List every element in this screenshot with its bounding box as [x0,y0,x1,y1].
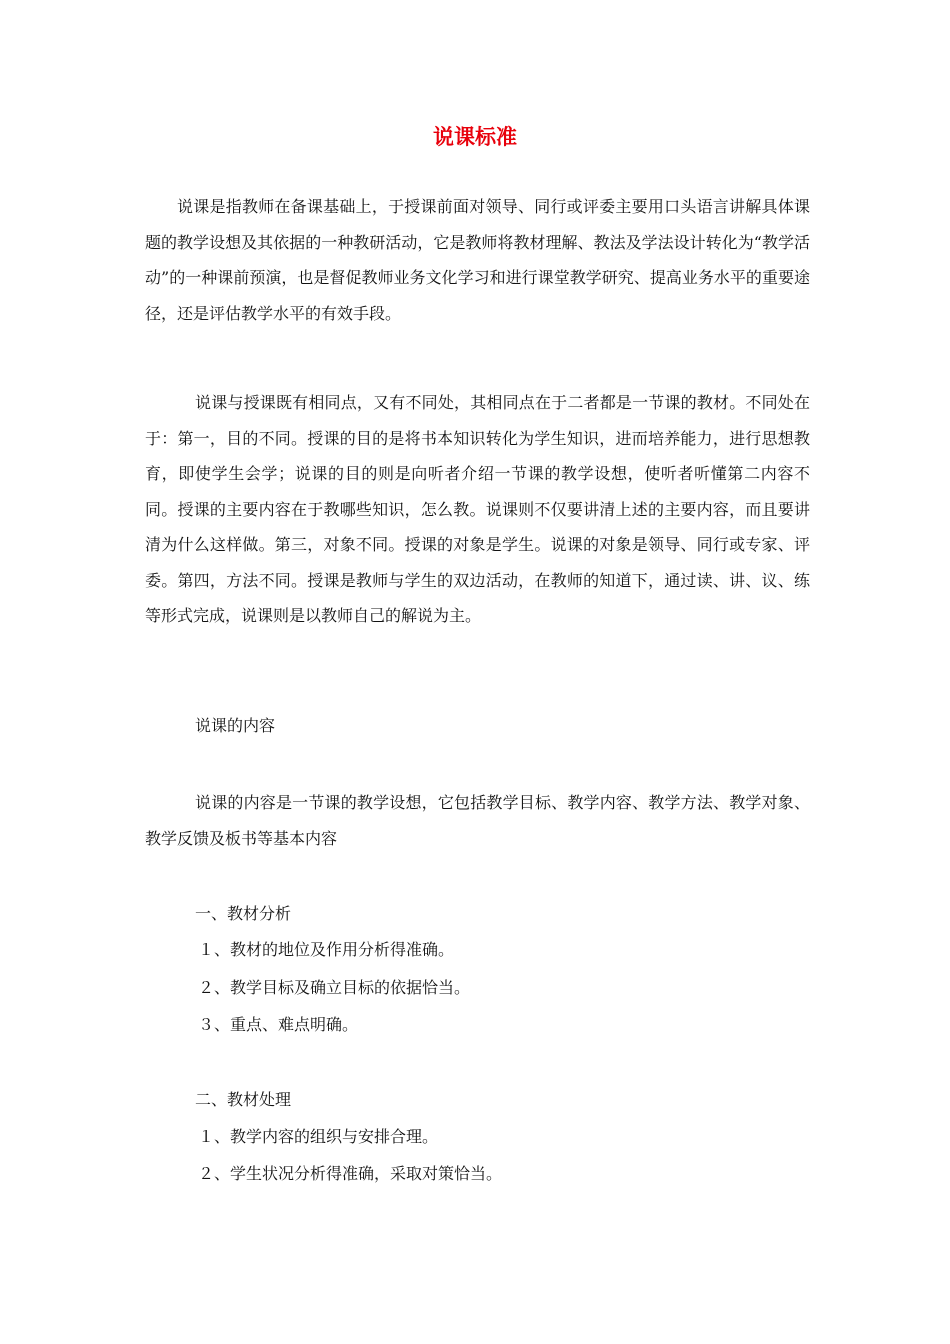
section-heading-material-handling: 二、教材处理 [195,1090,292,1109]
content-heading: 说课的内容 [195,716,276,735]
intro-paragraph: 说课是指教师在备课基础上，于授课前面对领导、同行或评委主要用口头语言讲解具体课题的教学设想及其依据的一种教研活动，它是教师将教材理解、教法及学法设计转化为“教学活动”的一种课前预演，也是督促教师业务文化学习和进行课堂教学研究、提高业务水平的重要途径，还是评估教学水平的有效手段。 [145,197,810,323]
section-heading-material-analysis: 一、教材分析 [195,904,292,923]
page-title: 说课标准 [433,124,517,149]
content-paragraph: 说课的内容是一节课的教学设想，它包括教学目标、教学内容、教学方法、教学对象、教学反馈及板书等基本内容 [145,793,810,848]
section-item: ３、重点、难点明确。 [198,1015,359,1034]
comparison-paragraph: 说课与授课既有相同点，又有不同处，其相同点在于二者都是一节课的教材。不同处在于：第一，目的不同。授课的目的是将书本知识转化为学生知识，进而培养能力，进行思想教育，即使学生会学；说课的目的则是向听者介绍一节课的教学设想，使听者听懂第二内容不同。授课的主要内容在于教哪些知识，怎么教。说课则不仅要讲清上述的主要内容，而且要讲清为什么这样做。第三，对象不同。授课的对象是学生。说课的对象是领导、同行或专家、评委。第四，方法不同。授课是教师与学生的双边活动，在教师的知道下，通过读、讲、议、练等形式完成，说课则是以教师自己的解说为主。 [145,393,810,625]
section-item: １、教学内容的组织与安排合理。 [198,1127,439,1146]
section-item: ２、教学目标及确立目标的依据恰当。 [198,978,471,997]
section-item: ２、学生状况分析得准确，采取对策恰当。 [198,1164,503,1183]
section-item: １、教材的地位及作用分析得准确。 [198,940,455,959]
